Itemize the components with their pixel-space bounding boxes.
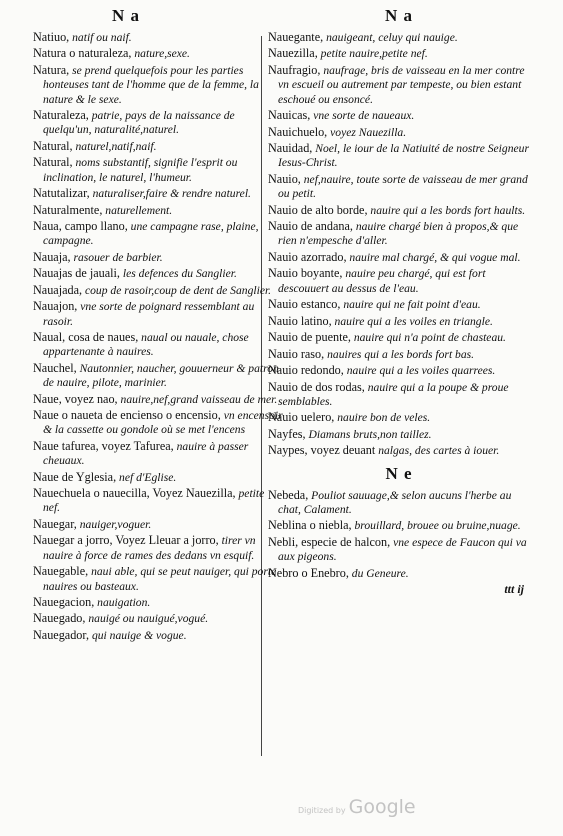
dictionary-entry	[33, 595, 283, 610]
entry-definition: Pouliot sauuage,& selon aucuns l'herbe au chat, Calament.	[278, 488, 512, 516]
entry-headword: Nauio uelero,	[268, 410, 335, 425]
entry-definition: nauigeant, celuy qui nauige.	[326, 31, 458, 44]
entry-headword: Naual, cosa de naues,	[33, 330, 139, 345]
entry-definition: nauire,nef,grand vaisseau de mer.	[120, 392, 278, 406]
entry-definition: petite nauire,petite nef.	[320, 47, 428, 61]
entry-definition: les defences du Sanglier.	[122, 267, 237, 281]
entry-headword: Nauio redondo,	[268, 363, 344, 378]
entry-definition: petite nef.	[43, 487, 265, 515]
dictionary-entry	[268, 443, 530, 458]
entry-definition: nauire qui a les voiles en triangle.	[334, 314, 493, 328]
entry-definition: nauire chargé bien à propos,& que rien n'empesche d'aller.	[278, 220, 519, 248]
dictionary-entry	[33, 299, 283, 329]
entry-headword: Naypes, voyez deuant	[268, 443, 376, 458]
entry-headword: Nauajon,	[33, 299, 78, 314]
dictionary-entry	[33, 470, 283, 485]
entry-headword: Nauio latino,	[268, 313, 332, 328]
entry-headword: Natiuo,	[33, 30, 70, 44]
entry-headword: Nauegar a jorro, Voyez Lleuar a jorro,	[33, 533, 219, 548]
entry-definition: natif ou naif.	[72, 31, 132, 44]
dictionary-entry	[33, 408, 283, 438]
dictionary-entry	[33, 361, 283, 391]
entry-headword: Neblina o niebla,	[268, 518, 352, 533]
dictionary-entry	[268, 141, 530, 171]
entry-headword: Nauichuelo,	[268, 124, 328, 139]
entry-definition: nauire peu chargé, qui est fort descouuert au dessus de l'eau.	[278, 267, 486, 295]
dictionary-entry	[33, 266, 283, 281]
dictionary-entry	[268, 219, 530, 249]
entry-headword: Nauio de andana,	[268, 219, 353, 234]
entry-headword: Naturalmente,	[33, 202, 103, 217]
entry-definition: qui nauige & vogue.	[91, 628, 187, 642]
watermark-google-logo: Google	[348, 796, 416, 818]
entry-headword: Naue tafurea, voyez Tafurea,	[33, 438, 174, 453]
watermark-digitized-by: Digitized by	[298, 806, 346, 815]
dictionary-entry	[268, 535, 530, 565]
dictionary-entry	[268, 410, 530, 425]
entry-definition: nauires qui a les bords fort bas.	[327, 347, 475, 361]
dictionary-entry	[33, 392, 283, 407]
entry-definition: nef d'Eglise.	[119, 470, 177, 484]
dictionary-entry	[268, 380, 530, 410]
entry-definition: du Geneure.	[351, 566, 409, 580]
entry-definition: nauire qui n'a point de chasteau.	[353, 331, 506, 345]
right-running-head: N a	[385, 6, 414, 25]
entry-headword: Nauegar,	[33, 516, 77, 531]
entry-headword: Nauio de dos rodas,	[268, 379, 365, 394]
entry-definition: nauire mal chargé, & qui vogue mal.	[349, 250, 521, 264]
entry-headword: Nauicas,	[268, 108, 311, 123]
left-running-head: N a	[112, 6, 141, 25]
entry-headword: Nauajas de jauali,	[33, 266, 120, 281]
entry-definition: nalgas, des cartes à iouer.	[378, 444, 500, 458]
entry-definition: naual ou nauale, chose appartenante à nauires.	[43, 331, 249, 359]
section-heading-ne: N e	[385, 463, 413, 483]
entry-definition: vne sorte de naueaux.	[313, 109, 415, 123]
entry-headword: Natural,	[33, 138, 73, 153]
entry-definition: Diamans bruts,non taillez.	[308, 427, 432, 441]
entry-headword: Nauio de alto borde,	[268, 202, 368, 217]
dictionary-entry	[33, 46, 283, 61]
dictionary-entry	[268, 297, 530, 312]
entry-headword: Nauio estanco,	[268, 297, 341, 312]
entry-definition: coup de rasoir,coup de dent de Sanglier.	[84, 283, 272, 297]
dictionary-entry	[268, 266, 530, 296]
dictionary-entry	[33, 203, 283, 218]
entry-headword: Nebro o Enebro,	[268, 565, 349, 580]
entry-headword: Natutalizar,	[33, 186, 90, 201]
entry-headword: Nauegable,	[33, 564, 89, 579]
entry-definition: vn encensoir & la cassette ou gondole où se met l'encens	[43, 409, 283, 437]
entry-headword: Nauezilla,	[268, 46, 318, 61]
right-column	[268, 30, 530, 597]
dictionary-entry	[268, 63, 530, 107]
entry-definition: Noel, le iour de la Natiuité de nostre Seigneur Iesus-Christ.	[278, 142, 529, 170]
entry-headword: Naua, campo llano,	[33, 219, 128, 234]
entry-definition: naui able, qui se peut nauiger, qui porte nauires ou basteaux.	[43, 565, 277, 593]
entry-headword: Nauchel,	[33, 360, 77, 375]
entry-headword: Nauidad,	[268, 141, 313, 156]
dictionary-entry	[33, 139, 283, 154]
entry-headword: Nauechuela o nauecilla, Voyez Nauezilla,	[33, 486, 236, 501]
entry-definition: naturel,natif,naif.	[75, 139, 157, 153]
entry-definition: noms substantif, signifie l'esprit ou inclination, le naturel, l'humeur.	[43, 156, 238, 184]
entry-definition: une campagne rase, plaine, campagne.	[43, 220, 259, 248]
entry-headword: Nauegacion,	[33, 595, 95, 609]
entry-definition: Nautonnier, naucher, gouuerneur & patron de nauire, pilote, marinier.	[43, 361, 279, 390]
entry-definition: naturellement.	[105, 203, 173, 217]
entry-definition: vne espece de Faucon qui va aux pigeons.	[278, 535, 527, 564]
entry-definition: nauire qui a les bords fort haults.	[370, 203, 526, 217]
entry-headword: Nauio de puente,	[268, 330, 351, 345]
entry-headword: Naufragio,	[268, 62, 321, 77]
dictionary-entry	[268, 518, 530, 533]
entry-definition: nauiger,voguer.	[79, 517, 152, 531]
entry-headword: Nauio azorrado,	[268, 249, 347, 264]
signature-mark: ttt ij	[504, 582, 524, 597]
ne-entries	[268, 488, 530, 581]
dictionary-entry	[268, 347, 530, 362]
entry-definition: vne sorte de poignard ressemblant au rasoir.	[43, 300, 255, 328]
entry-definition: nauire bon de veles.	[337, 411, 431, 425]
dictionary-entry	[33, 628, 283, 643]
dictionary-entry	[33, 108, 283, 138]
na-entries-continued	[268, 30, 530, 459]
dictionary-entry	[33, 533, 283, 563]
entry-headword: Nayfes,	[268, 426, 306, 441]
dictionary-entry	[33, 439, 283, 469]
dictionary-entry	[268, 30, 530, 45]
entry-headword: Nauegado,	[33, 611, 86, 626]
dictionary-entry	[268, 46, 530, 61]
entry-headword: Naturaleza,	[33, 108, 89, 123]
dictionary-entry	[268, 108, 530, 123]
entry-headword: Natural,	[33, 155, 73, 170]
entry-definition: nef,nauire, toute sorte de vaisseau de mer grand ou petit.	[278, 172, 528, 201]
dictionary-entry	[33, 219, 283, 249]
entry-definition: nauire à passer cheuaux.	[43, 439, 249, 468]
entry-headword: Naue, voyez nao,	[33, 391, 118, 406]
dictionary-entry	[268, 250, 530, 265]
entry-headword: Nauio,	[268, 171, 301, 186]
dictionary-entry	[268, 488, 530, 518]
entry-definition: voyez Nauezilla.	[330, 125, 407, 139]
left-column	[33, 30, 283, 644]
entry-definition: naufrage, bris de vaisseau en la mer contre vn escueil ou autrement par tempeste, ou bien estant eschoué ou ensoncé.	[278, 63, 525, 106]
google-watermark	[298, 796, 416, 818]
dictionary-entry	[33, 564, 283, 594]
dictionary-entry	[268, 125, 530, 140]
dictionary-entry	[33, 517, 283, 532]
dictionary-entry	[33, 283, 283, 298]
dictionary-entry	[268, 363, 530, 378]
dictionary-entry	[268, 314, 530, 329]
dictionary-entry	[268, 172, 530, 202]
entry-headword: Nauegante,	[268, 30, 324, 44]
entry-definition: brouillard, brouee ou bruine,nuage.	[354, 519, 521, 533]
entry-definition: nauire qui a les voiles quarrees.	[346, 364, 496, 378]
entry-definition: se prend quelquefois pour les parties honteuses tant de l'homme que de la femme, la nature & le sexe.	[43, 63, 259, 106]
dictionary-entry	[268, 427, 530, 442]
entry-definition: naturaliser,faire & rendre naturel.	[92, 187, 251, 201]
entry-headword: Naue o naueta de enciensо o encensio,	[33, 408, 221, 423]
entry-headword: Nauaja,	[33, 249, 71, 264]
dictionary-entry	[33, 63, 283, 107]
dictionary-entry	[33, 486, 283, 516]
entry-headword: Nauegador,	[33, 627, 90, 642]
dictionary-entry	[33, 611, 283, 626]
entry-headword: Nauajada,	[33, 282, 83, 297]
dictionary-entry	[268, 203, 530, 218]
dictionary-entry	[268, 566, 530, 581]
dictionary-entry	[33, 30, 283, 45]
entry-headword: Natura,	[33, 62, 70, 77]
entry-definition: nauire qui a la poupe & proue semblables.	[278, 380, 509, 408]
entry-definition: nature,sexe.	[134, 47, 190, 61]
dictionary-entry	[33, 186, 283, 201]
entry-definition: nauire qui ne fait point d'eau.	[343, 298, 481, 312]
entry-headword: Nauio raso,	[268, 346, 325, 361]
dictionary-entry	[33, 330, 283, 360]
entry-headword: Nebeda,	[268, 487, 309, 502]
dictionary-entry	[33, 155, 283, 185]
entry-headword: Naue de Yglesia,	[33, 469, 117, 484]
entry-definition: rasouer de barbier.	[73, 250, 163, 264]
entry-headword: Nebli, especie de halcon,	[268, 534, 391, 549]
dictionary-entry	[268, 330, 530, 345]
entry-definition: patrie, pays de la naissance de quelqu'un, naturalité,naturel.	[43, 109, 235, 137]
entry-definition: nauigation.	[97, 596, 151, 609]
entry-definition: tirer vn nauire à force de rames des dedans vn esquif.	[43, 534, 256, 562]
dictionary-entry	[33, 250, 283, 265]
entry-headword: Natura o naturaleza,	[33, 46, 132, 61]
entry-definition: nauigé ou nauigué,vogué.	[88, 612, 209, 626]
entry-headword: Nauio boyante,	[268, 266, 343, 281]
